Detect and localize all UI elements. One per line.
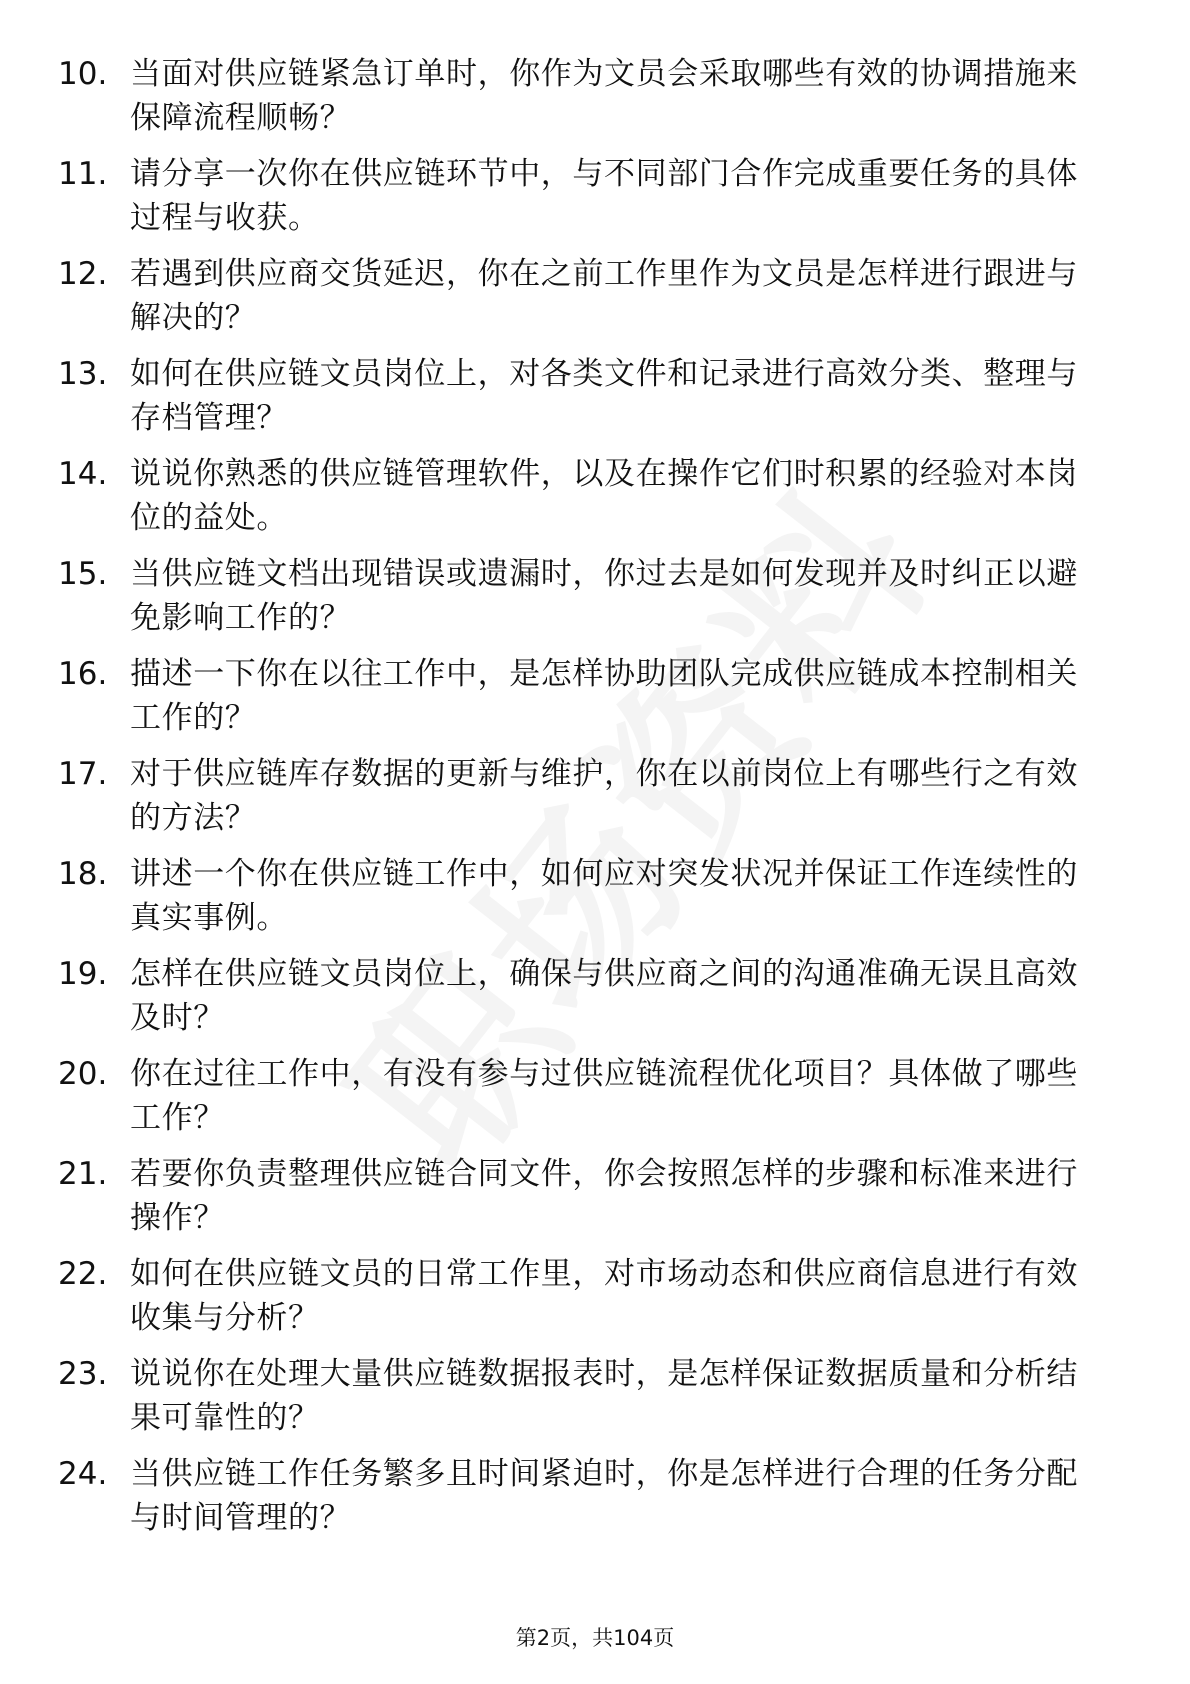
question-text: 若要你负责整理供应链合同文件，你会按照怎样的步骤和标准来进行操作？ bbox=[130, 1156, 1078, 1236]
question-number: 14. bbox=[58, 456, 108, 492]
page-footer: 第2页，共104页 bbox=[515, 1626, 675, 1650]
question-item bbox=[58, 352, 1108, 452]
question-text: 当供应链工作任务繁多且时间紧迫时，你是怎样进行合理的任务分配与时间管理的？ bbox=[130, 1456, 1078, 1536]
question-text: 若遇到供应商交货延迟，你在之前工作里作为文员是怎样进行跟进与解决的？ bbox=[130, 256, 1078, 336]
question-text: 讲述一个你在供应链工作中，如何应对突发状况并保证工作连续性的真实事例。 bbox=[130, 856, 1078, 936]
question-number: 12. bbox=[58, 256, 108, 292]
question-number: 18. bbox=[58, 856, 108, 892]
question-item bbox=[58, 752, 1108, 852]
question-number: 23. bbox=[58, 1356, 108, 1392]
question-text: 当供应链文档出现错误或遗漏时，你过去是如何发现并及时纠正以避免影响工作的？ bbox=[130, 556, 1078, 636]
question-text: 说说你在处理大量供应链数据报表时，是怎样保证数据质量和分析结果可靠性的？ bbox=[130, 1356, 1078, 1436]
question-item bbox=[58, 52, 1108, 152]
question-item bbox=[58, 1452, 1108, 1552]
question-number: 15. bbox=[58, 556, 108, 592]
question-list bbox=[58, 52, 1108, 1552]
question-number: 20. bbox=[58, 1056, 108, 1092]
question-item bbox=[58, 452, 1108, 552]
question-item bbox=[58, 1052, 1108, 1152]
question-text: 怎样在供应链文员岗位上，确保与供应商之间的沟通准确无误且高效及时？ bbox=[130, 956, 1078, 1036]
question-number: 24. bbox=[58, 1456, 108, 1492]
question-number: 13. bbox=[58, 356, 108, 392]
question-text: 对于供应链库存数据的更新与维护，你在以前岗位上有哪些行之有效的方法？ bbox=[130, 756, 1078, 836]
question-item bbox=[58, 252, 1108, 352]
question-text: 描述一下你在以往工作中，是怎样协助团队完成供应链成本控制相关工作的？ bbox=[130, 656, 1078, 736]
question-item bbox=[58, 152, 1108, 252]
question-number: 22. bbox=[58, 1256, 108, 1292]
question-number: 21. bbox=[58, 1156, 108, 1192]
question-text: 当面对供应链紧急订单时，你作为文员会采取哪些有效的协调措施来保障流程顺畅？ bbox=[130, 56, 1078, 136]
question-item bbox=[58, 952, 1108, 1052]
question-number: 10. bbox=[58, 56, 108, 92]
question-number: 19. bbox=[58, 956, 108, 992]
question-text: 如何在供应链文员岗位上，对各类文件和记录进行高效分类、整理与存档管理？ bbox=[130, 356, 1078, 436]
question-item bbox=[58, 1352, 1108, 1452]
question-number: 17. bbox=[58, 756, 108, 792]
question-item bbox=[58, 552, 1108, 652]
question-item bbox=[58, 852, 1108, 952]
question-item bbox=[58, 652, 1108, 752]
question-text: 你在过往工作中，有没有参与过供应链流程优化项目？具体做了哪些工作？ bbox=[130, 1056, 1078, 1136]
question-text: 如何在供应链文员的日常工作里，对市场动态和供应商信息进行有效收集与分析？ bbox=[130, 1256, 1078, 1336]
question-number: 11. bbox=[58, 156, 108, 192]
question-item bbox=[58, 1152, 1108, 1252]
question-text: 说说你熟悉的供应链管理软件，以及在操作它们时积累的经验对本岗位的益处。 bbox=[130, 456, 1078, 536]
question-item bbox=[58, 1252, 1108, 1352]
question-text: 请分享一次你在供应链环节中，与不同部门合作完成重要任务的具体过程与收获。 bbox=[130, 156, 1078, 236]
question-number: 16. bbox=[58, 656, 108, 692]
